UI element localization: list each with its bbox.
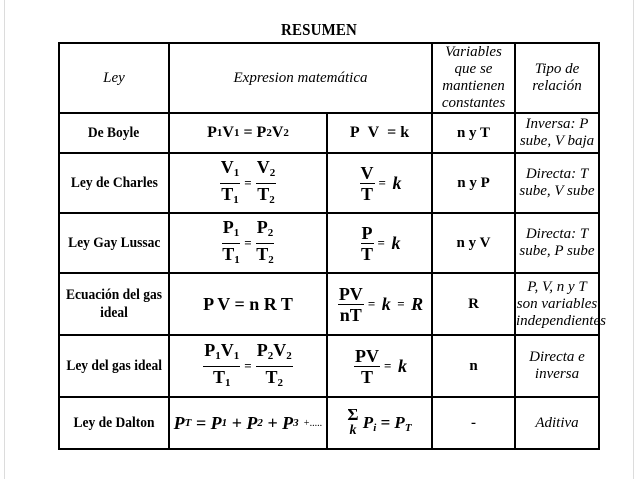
relation-type: Inversa: P sube, V baja: [515, 113, 599, 153]
table-row: [59, 273, 599, 335]
boyle-equation: P 1 V 1 = P 2 V 2: [207, 124, 289, 141]
table-row: [59, 213, 599, 273]
law-name: Ley del gas ideal: [59, 335, 169, 397]
table-row: [59, 153, 599, 213]
dalton-sum-equation: Σ k $P_i = P_T$: [347, 405, 412, 438]
table-row: [59, 397, 599, 449]
law-name: Ley Gay Lussac: [59, 213, 169, 273]
law-name: Ecuación del gas ideal: [59, 273, 169, 335]
dalton-equation: P T = P 1 + P 2 + P 3 +.....: [173, 412, 323, 433]
relation-type: Directa e inversa: [515, 335, 599, 397]
expression-primary: [169, 113, 327, 153]
ideal-gas-equation: P V = n R T: [203, 293, 293, 314]
left-edge-line: [4, 0, 5, 479]
header-ley: Ley: [59, 43, 169, 113]
summary-table: [58, 42, 606, 450]
table-row: [59, 113, 599, 153]
combined-gas-constant-equation: $\frac{PV}{T}$ = k: [355, 345, 407, 387]
combined-gas-equation: $\frac{P_1V_1}{T_1}$ = $\frac{P_2V_2}{T_2}$: [204, 339, 292, 389]
expression-primary: [169, 335, 327, 397]
expression-constant: [327, 335, 432, 397]
header-tipo: Tipo de relación: [515, 43, 599, 113]
constant-variables: n y T: [432, 113, 515, 153]
header-expresion: Expresion matemática: [169, 43, 432, 113]
expression-constant: [327, 113, 432, 153]
table-row: [59, 335, 599, 397]
expression-constant: [327, 273, 432, 335]
relation-type: Directa: T sube, P sube: [515, 213, 599, 273]
relation-type: Aditiva: [515, 397, 599, 449]
constant-variables: n: [432, 335, 515, 397]
relation-type: P, V, n y T son variables independientes: [515, 273, 599, 335]
expression-primary: [169, 213, 327, 273]
constant-variables: n y P: [432, 153, 515, 213]
header-row: [59, 43, 599, 113]
gay-lussac-constant-equation: $\frac{P}{T}$ = k: [361, 222, 401, 264]
expression-primary: [169, 153, 327, 213]
page-title: RESUMEN: [280, 20, 358, 39]
expression-constant: [327, 397, 432, 449]
relation-type: Directa: T sube, V sube: [515, 153, 599, 213]
expression-constant: [327, 153, 432, 213]
constant-variables: -: [432, 397, 515, 449]
law-name: Ley de Charles: [59, 153, 169, 213]
charles-constant-equation: $\frac{V}{T}$ = k: [360, 162, 402, 204]
charles-equation: $\frac{V_1}{T_1}$ = $\frac{V_2}{T_2}$: [220, 156, 276, 206]
expression-constant: [327, 213, 432, 273]
header-variables: Variables que se mantienen constantes: [432, 43, 515, 113]
expression-primary: [169, 397, 327, 449]
constant-variables: R: [432, 273, 515, 335]
expression-primary: [169, 273, 327, 335]
law-name: Ley de Dalton: [59, 397, 169, 449]
law-name: De Boyle: [59, 113, 169, 153]
constant-variables: n y V: [432, 213, 515, 273]
boyle-constant-equation: P V = k: [349, 124, 410, 141]
gay-lussac-equation: $\frac{P_1}{T_1}$ = $\frac{P_2}{T_2}$: [222, 216, 274, 266]
ideal-gas-constant-equation: $\frac{PV}{nT}$ = k = R: [338, 283, 424, 325]
right-edge-line: [633, 0, 634, 479]
